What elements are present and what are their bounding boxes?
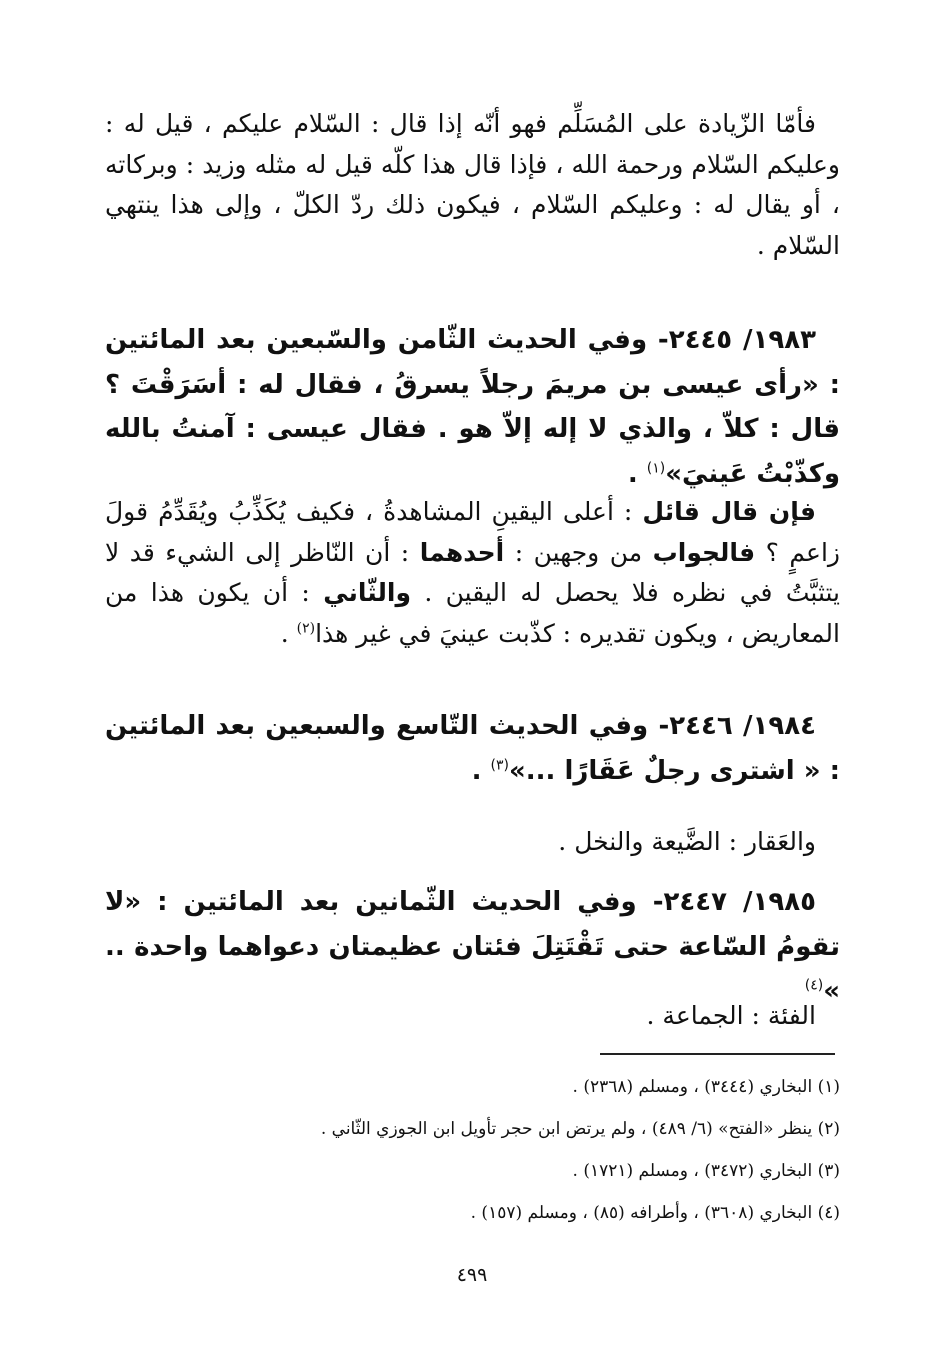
footnote-ref-3: (٣) bbox=[490, 757, 509, 774]
hadith-text: ١٩٨٣/ ٢٤٤٥- وفي الحديث الثّامن والسّبعين بعد المائتين : «رأى عيسى بن مريمَ رجلاً يسرقُ ، فقال له : أسَرَقْتَ ؟ قال : كلاّ ، والذي لا إله إلاّ هو . فقال عيسى : آمنتُ بالله وكذّبْتُ عَينيَ» bbox=[105, 325, 840, 490]
answer-text: من وجهين : bbox=[504, 537, 653, 567]
answer-lead: فالجواب bbox=[652, 537, 756, 567]
paragraph-text bbox=[105, 492, 840, 654]
paragraph-text: فأمّا الزّيادة على المُسَلِّم فهو أنّه إذا قال : السّلام عليكم ، قيل له : وعليكم السّلام ورحمة الله ، فإذا قال هذا كلّه قيل له مثله وزيد : وبركاته ، أو يقال له : وعليكم السّلام ، فيكون ذلك ردّ الكلّ ، وإلى هذا ينتهي السّلام . bbox=[105, 109, 840, 260]
gloss-text: الفئة : الجماعة . bbox=[646, 1001, 816, 1030]
hadith-text: ١٩٨٥/ ٢٤٤٧- وفي الحديث الثّمانين بعد المائتين : «لا تقومُ السّاعة حتى تَقْتَتِلَ فئتان عظيمتان دعواهما واحدة .. » bbox=[105, 887, 840, 1007]
second-text: : أن يكون هذا من المعاريض ، ويكون تقديره : كذّبت عينيَ في غير هذا bbox=[105, 578, 840, 648]
footnote-4: (٤) البخاري (٣٦٠٨) ، وأطرافه (٨٥) ، ومسلم (١٥٧) . bbox=[470, 1203, 840, 1223]
gloss-text: والعَقار : الضَّيعة والنخل . bbox=[558, 827, 816, 856]
hadith-paragraph bbox=[105, 318, 840, 497]
paragraph-objection bbox=[105, 492, 840, 654]
footnote-ref-4: (٤) bbox=[804, 977, 824, 994]
objection-lead: فإن قال قائل bbox=[642, 497, 816, 526]
footnote-2: (٢) ينظر «الفتح» (٦/ ٤٨٩) ، ولم يرتض ابن حجر تأويل ابن الجوزي الثّاني . bbox=[320, 1119, 840, 1139]
first-lead: أحدهما bbox=[419, 537, 505, 567]
hadith-1983 bbox=[105, 318, 840, 497]
first-text: : أن النّاظر إلى الشيء قد لا يتثبَّتُ في نظره فلا يحصل له اليقين . bbox=[105, 537, 840, 607]
hadith-paragraph bbox=[105, 880, 840, 1014]
hadith-end: . bbox=[471, 755, 491, 786]
footnotes bbox=[105, 1066, 840, 1234]
footnote-ref-1: (١) bbox=[646, 460, 666, 477]
gloss-aqar bbox=[105, 822, 840, 863]
hadith-end: . bbox=[627, 459, 647, 490]
footnote-separator bbox=[600, 1053, 835, 1055]
hadith-paragraph bbox=[105, 704, 840, 793]
footnote-1: (١) البخاري (٣٤٤٤) ، ومسلم (٢٣٦٨) . bbox=[572, 1077, 840, 1097]
paragraph-greeting-increase bbox=[105, 104, 840, 266]
objection-text: : أعلى اليقينِ المشاهدةُ ، فكيف يُكَذِّبُ ويُقَدِّمُ قولَ زاعمٍ ؟ bbox=[105, 497, 840, 567]
paragraph-end: . bbox=[280, 618, 297, 648]
hadith-1985 bbox=[105, 880, 840, 1014]
footnote-ref-2: (٢) bbox=[296, 620, 316, 637]
hadith-1984 bbox=[105, 704, 840, 793]
gloss-fia bbox=[105, 996, 840, 1037]
second-lead: والثّاني bbox=[323, 578, 411, 607]
footnote-3: (٣) البخاري (٣٤٧٢) ، ومسلم (١٧٢١) . bbox=[572, 1161, 840, 1181]
page-number: ٤٩٩ bbox=[456, 1264, 488, 1286]
hadith-text: ١٩٨٤/ ٢٤٤٦- وفي الحديث التّاسع والسبعين بعد المائتين : « اشترى رجلٌ عَقَارًا ...» bbox=[105, 711, 840, 786]
